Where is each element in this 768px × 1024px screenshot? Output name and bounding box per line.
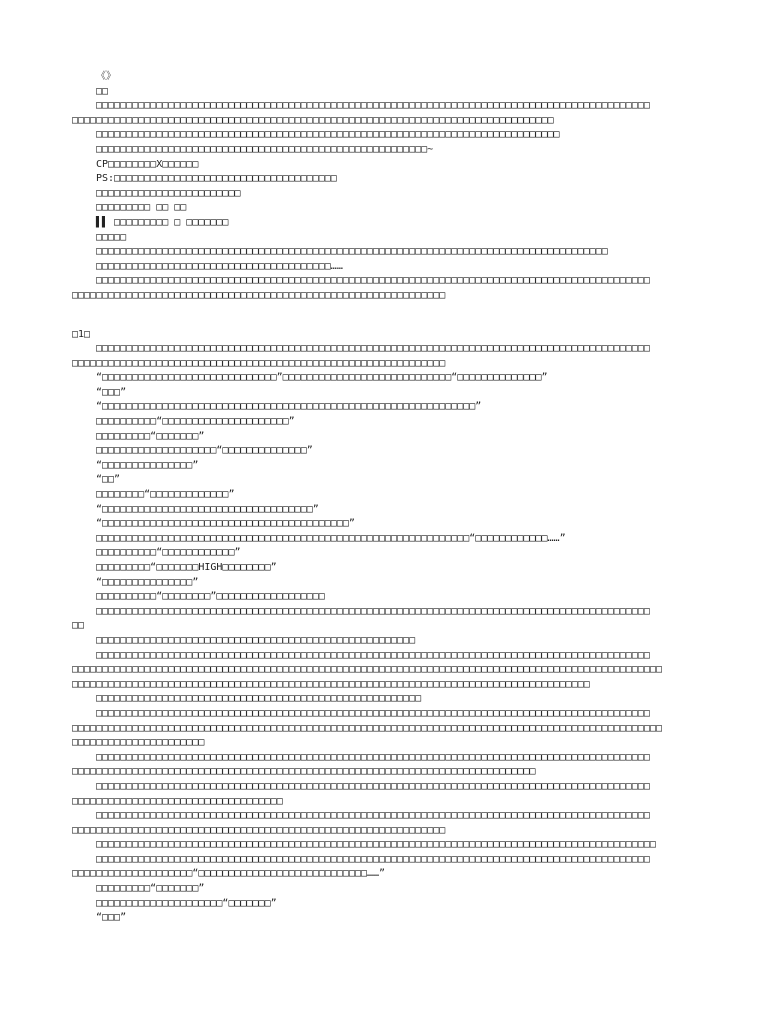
text-line: □□□□□□□□□□“□□□□□□□□□□□□” xyxy=(96,547,241,559)
text-line: □□□□□□□□□□□□□□□□□□□□□□□□□□□□□□□□□□□□□□□□□□□□□□□□□□□□□□□□□□□□□□□□□□□□□□□□□□□□□□□□□□□□□□□□□□□□ xyxy=(96,853,650,865)
text-line: □□□□□□□□□□□□□□□□□□□□“□□□□□□□□□□□□□□” xyxy=(96,445,313,457)
text-line: □□□□□□□□□□□□□□□□□□□□□□□□□□□□□□□□□□□□□□□□□□□□□□□□□□□□□□□□□□□□□□□□□□□□□□□□□□□□□□□□□□□□□□□□□□□□□ xyxy=(96,839,656,851)
text-line: “□□□□□□□□□□□□□□□□□□□□□□□□□□□□□□□□□□□□□□□□□□□□□□□□□□□□□□□□□□□□□□” xyxy=(96,401,482,413)
text-line: □□□□□□□□□□□□□□□□□□□□□□□□□□□□□□□□□□□□□□□□□□□□□□□□□□□□□□□□□□□□□□“□□□□□□□□□□□□……” xyxy=(96,532,566,544)
text-line: “□□□□□□□□□□□□□□□” xyxy=(96,576,199,588)
text-line: □□□□□□□□□□□□□□□□□□□□□“□□□□□□□” xyxy=(96,897,277,909)
text-line: PS:□□□□□□□□□□□□□□□□□□□□□□□□□□□□□□□□□□□□□ xyxy=(96,173,337,185)
text-line: □□□□□□□□□□□□□□□□□□□□□□□□□□□□□□□□□□□□□□□□□□□□□□□□□□□□□□□□□□□□□□□□□□□□□□□□□□□□□□□□□□□□□□□□□□□□□□□□□□ xyxy=(72,664,663,676)
text-line: 《》 xyxy=(96,71,116,82)
text-line: “□□” xyxy=(96,474,121,486)
text-line: □□□□□□□□□□□□□□□□□□□□□□□□□□□□□□□□□□□□□□□□□□□□□□□□□□□□□□□□□□□□□□□□□□□□□□□□□□□□□ xyxy=(96,129,560,141)
document-body xyxy=(72,70,702,926)
text-line: □□□□□□□□□“□□□□□□□HIGH□□□□□□□□” xyxy=(96,562,277,573)
text-line: □□□□□□□□□□□□□□□□□□□□“□□□□□□□□□□□□□□□□□□□□□□□□□□□□……” xyxy=(72,868,386,880)
text-line: □□□□□□□□□□□□□□□□□□□□□□□□□□□□□□□□□□□□□□□□□□□□□□□□□□□□□□□□□□□□□□□□□□□□□□□□□□□□□□□□□□□□□□□□□□□□□□□□□□ xyxy=(72,722,663,734)
text-line: □□□□□□□□□□□□□□□□□□□□□□□□□□□□□□□□□□□□□□□□□□□□□□□□□□□□□□□□□□□□□□ xyxy=(72,289,446,301)
text-line: □□□□□□□□“□□□□□□□□□□□□□” xyxy=(96,489,235,501)
text-line: □□□□□□□□□□□□□□□□□□□□□□□□□□□□□□□□□□□□□□□□□□□□□□□□□□□□□□□□□□□□□□ xyxy=(72,824,446,836)
text-line: ▌▌ □□□□□□□□□ □ □□□□□□□ xyxy=(96,216,229,228)
text-line: □□□□□ xyxy=(96,231,127,243)
text-line: □□□□□□□□□□“□□□□□□□□□□□□□□□□□□□□□” xyxy=(96,416,295,428)
text-line: □□□□□□□□□□□□□□□□□□□□□□□□□□□□□□□□□□□□□□□□□□□□□□□□□□□□□□□□□□□□□□ xyxy=(72,357,446,369)
text-line: □□□□□□□□□□□□□□□□□□□□□□□□ xyxy=(96,187,241,199)
text-line: □□□□□□□□□□□□□□□□□□□□□□□□□□□□□□□□□□□□□□□…… xyxy=(96,260,343,272)
text-line: □□□□□□□□□□□□□□□□□□□□□□□□□□□□□□□□□□□□□□□□□□□□□□□□□□□□□□□□□□□□□□□□□□□□□□□□□□□□□□□□□□□□□□□□□□□□ xyxy=(96,707,650,719)
text-line: □□ xyxy=(96,85,109,97)
text-line: “□□□□□□□□□□□□□□□□□□□□□□□□□□□□□”□□□□□□□□□□□□□□□□□□□□□□□□□□□□“□□□□□□□□□□□□□□” xyxy=(96,372,548,384)
text-line: □1□ xyxy=(72,328,91,340)
text-line: □□□□□□□□□“□□□□□□□” xyxy=(96,883,205,895)
text-line: □□ xyxy=(72,620,85,632)
text-line: □□□□□□□□□□□□□□□□□□□□□□□□□□□□□□□□□□□□□□□□□□□□□□□□□□□□□□□□□□□□□□□□□□□□□□□□□□□□□□□□□□□□□□□□□□□□ xyxy=(96,100,650,112)
text-line: □□□□□□□□□□□□□□□□□□□□□□□□□□□□□□□□□□□□□□□□□□□□□□□□□□□□□□□□□□□□□□□□□□□□□□□□□□□□□□□□□□□□□□□□□□□□ xyxy=(96,275,650,287)
text-line: □□□□□□□□□□□□□□□□□□□□□□□□□□□□□□□□□□□ xyxy=(72,795,283,807)
text-line: □□□□□□□□□□□□□□□□□□□□□□□□□□□□□□□□□□□□□□□□□□□□□□□□□□□□□□□□□□□□□□□□□□□□□□□□□□□□□□□□□□□□□□ xyxy=(72,678,590,690)
text-line: □□□□□□□□□□□□□□□□□□□□□□□□□□□□□□□□□□□□□□□□□□□□□□□□□□□□□□□□□□□□□□□□□□□□□□□□□□□□□□□□□□□□□ xyxy=(96,246,608,258)
text-line: □□□□□□□□□□□□□□□□□□□□□□□□□□□□□□□□□□□□□□□□□□□□□□□□□□□□□□□□□□□□□□□□□□□□□□□□□□□□□□□□□□□□□□□□□□□□ xyxy=(96,780,650,792)
text-line: □□□□□□□□□□□□□□□□□□□□□□□□□□□□□□□□□□□□□□□□□□□□□□□□□□□□□□□□□□□□□□□□□□□□□□□□□□□□□□□□□□□□□□□□□□□□ xyxy=(96,605,650,617)
text-line: □□□□□□□□□□□□□□□□□□□□□□□□□□□□□□□□□□□□□□□□□□□□□□□□□□□□□□□□□□□□□□□□□□□□□□□□□□□□□□□□□□□□□□□□□□□□ xyxy=(96,810,650,822)
text-line: CP□□□□□□□□X□□□□□□ xyxy=(96,158,199,170)
text-line: □□□□□□□□□□□□□□□□□□□□□□□□□□□□□□□□□□□□□□□□□□□□□□□□□□□□□□ xyxy=(96,693,422,705)
text-line: □□□□□□□□□□□□□□□□□□□□□□□□□□□□□□□□□□□□□□□□□□□□□□□□□□□□□□□□□□□□□□□□□□□□□□□□□□□□□□□□ xyxy=(72,114,554,126)
text-line: □□□□□□□□□□□□□□□□□□□□□□ xyxy=(72,737,205,749)
text-line: “□□□” xyxy=(96,386,127,398)
text-line: □□□□□□□□□“□□□□□□□” xyxy=(96,430,205,442)
text-line: □□□□□□□□□□□□□□□□□□□□□□□□□□□□□□□□□□□□□□□□□□□□□□□□□□□□□□□□□□□□□□□□□□□□□□□□□□□□□□□□□□□□□□□□□□□□ xyxy=(96,343,650,355)
text-line: □□□□□□□□□□“□□□□□□□□”□□□□□□□□□□□□□□□□□□ xyxy=(96,591,325,603)
text-line: □□□□□□□□□□□□□□□□□□□□□□□□□□□□□□□□□□□□□□□□□□□□□□□□□□□□□□□□□□□□□□□□□□□□□□□□□□□□□□□□□□□□□□□□□□□□ xyxy=(96,751,650,763)
text-line: □□□□□□□□□□□□□□□□□□□□□□□□□□□□□□□□□□□□□□□□□□□□□□□□□□□□□□□□□□□□□□□□□□□□□□□□□□□□□ xyxy=(72,766,536,778)
text-line: □□□□□□□□□□□□□□□□□□□□□□□□□□□□□□□□□□□□□□□□□□□□□□□□□□□□□ xyxy=(96,634,416,646)
text-line: “□□□□□□□□□□□□□□□” xyxy=(96,459,199,471)
text-line: □□□□□□□□□□□□□□□□□□□□□□□□□□□□□□□□□□□□□□□□□□□□□□□□□□□□□□□□□□□□□□□□□□□□□□□□□□□□□□□□□□□□□□□□□□□□ xyxy=(96,649,650,661)
text-line: “□□□” xyxy=(96,912,127,924)
text-line: “□□□□□□□□□□□□□□□□□□□□□□□□□□□□□□□□□□□” xyxy=(96,503,319,515)
section-gap xyxy=(72,304,702,328)
text-line: □□□□□□□□□□□□□□□□□□□□□□□□□□□□□□□□□□□□□□□□□□□□□□□□□□□□□□□~ xyxy=(96,143,434,155)
text-line: □□□□□□□□□ □□ □□ xyxy=(96,202,187,214)
text-line: “□□□□□□□□□□□□□□□□□□□□□□□□□□□□□□□□□□□□□□□□□” xyxy=(96,518,355,530)
